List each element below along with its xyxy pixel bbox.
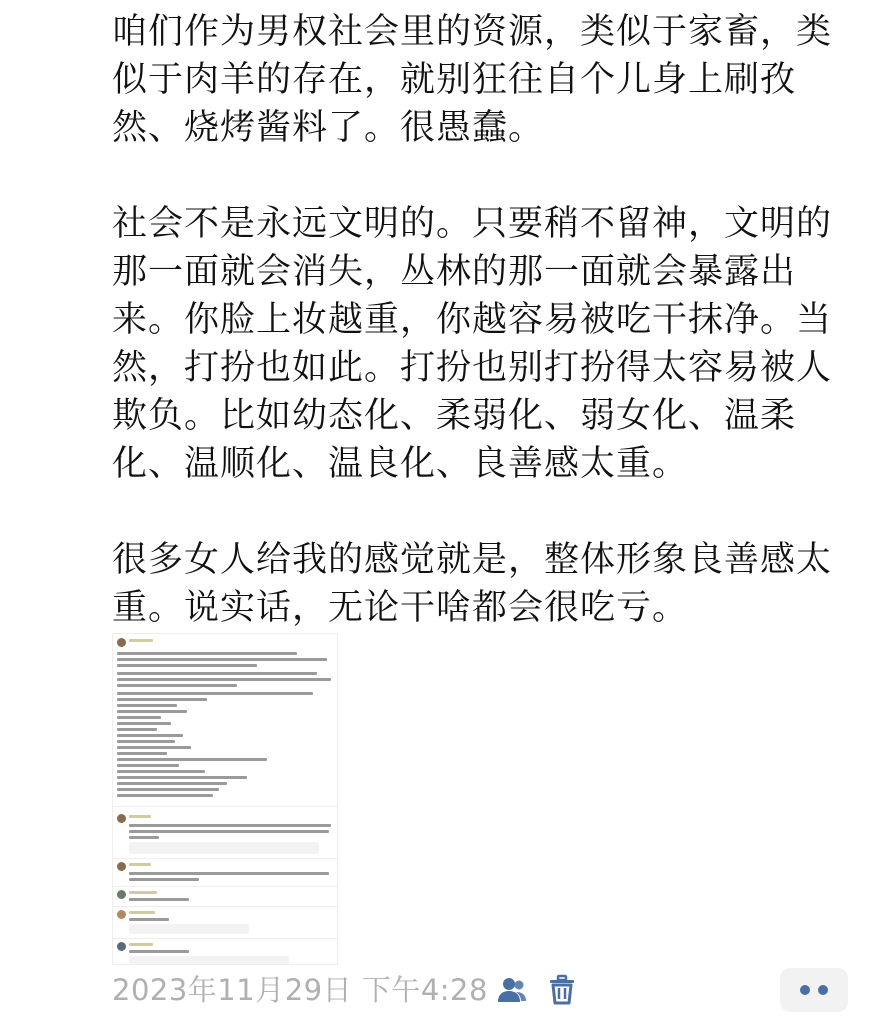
thumb-avatar <box>117 862 126 871</box>
thumb-text-line <box>117 698 207 701</box>
thumb-reply-box <box>129 924 249 934</box>
thumb-text-line <box>117 652 297 655</box>
post-image-thumbnail[interactable] <box>112 633 338 965</box>
more-dot <box>818 985 828 995</box>
thumb-text-line <box>129 836 159 839</box>
thumb-divider <box>113 906 337 907</box>
thumb-text-line <box>117 776 247 779</box>
thumb-text-line <box>129 830 329 833</box>
thumb-text-line <box>129 950 189 953</box>
thumb-username <box>129 911 155 914</box>
more-dot <box>800 985 810 995</box>
post-body <box>112 8 852 632</box>
thumb-text-line <box>117 794 213 797</box>
thumb-text-line <box>117 672 317 675</box>
thumb-avatar <box>117 814 126 823</box>
thumb-text-line <box>117 782 227 785</box>
thumb-username <box>129 639 153 642</box>
thumb-text-line <box>117 658 327 661</box>
thumb-avatar <box>117 910 126 919</box>
thumb-text-line <box>117 684 237 687</box>
thumb-text-line <box>117 716 161 719</box>
thumb-reply-box <box>129 842 319 854</box>
more-dots-icon[interactable] <box>780 968 848 1012</box>
thumb-username <box>129 943 153 946</box>
thumb-text-line <box>117 764 179 767</box>
thumb-text-line <box>129 872 329 875</box>
thumb-text-line <box>117 752 167 755</box>
post-footer <box>112 966 852 1014</box>
thumb-divider <box>113 806 337 807</box>
thumb-avatar <box>117 942 126 951</box>
thumb-text-line <box>117 664 257 667</box>
thumb-divider <box>113 858 337 859</box>
post-paragraph-2: 社会不是永远文明的。只要稍不留神，文明的那一面就会消失，丛林的那一面就会暴露出来。你脸上妆越重，你越容易被吃干抹净。当然，打扮也如此。打扮也别打扮得太容易被人欺负。比如幼态化、柔弱化、弱女化、温柔化、温顺化、温良化、良善感太重。 <box>112 204 833 484</box>
thumb-text-line <box>117 722 171 725</box>
post-paragraph-3: 很多女人给我的感觉就是，整体形象良善感太重。说实话，无论干啥都会很吃亏。 <box>112 540 833 628</box>
thumb-avatar <box>117 890 126 899</box>
post-timestamp: 2023年11月29日 下午4:28 <box>112 973 488 1007</box>
thumb-text-line <box>117 746 191 749</box>
users-icon[interactable] <box>496 974 528 1006</box>
thumb-text-line <box>129 898 189 901</box>
thumb-text-line <box>117 758 267 761</box>
thumb-reply-box <box>129 956 289 964</box>
thumb-text-line <box>129 918 169 921</box>
thumb-avatar <box>117 638 126 647</box>
thumb-username <box>129 815 151 818</box>
trash-icon[interactable] <box>546 974 578 1006</box>
thumb-text-line <box>117 692 313 695</box>
thumb-text-line <box>117 704 177 707</box>
thumb-text-line <box>117 710 187 713</box>
thumb-text-line <box>117 740 175 743</box>
thumb-text-line <box>117 788 219 791</box>
thumb-divider <box>113 886 337 887</box>
thumb-username <box>129 891 157 894</box>
thumb-text-line <box>117 770 205 773</box>
thumb-text-line <box>117 734 183 737</box>
post-paragraph-1: 咱们作为男权社会里的资源，类似于家畜，类似于肉羊的存在，就别狂往自个儿身上刷孜然、烧烤酱料了。很愚蠢。 <box>112 12 833 148</box>
thumb-text-line <box>129 878 199 881</box>
thumb-username <box>129 863 151 866</box>
thumb-divider <box>113 938 337 939</box>
thumb-text-line <box>117 678 331 681</box>
thumb-text-line <box>129 824 331 827</box>
thumb-text-line <box>117 728 157 731</box>
